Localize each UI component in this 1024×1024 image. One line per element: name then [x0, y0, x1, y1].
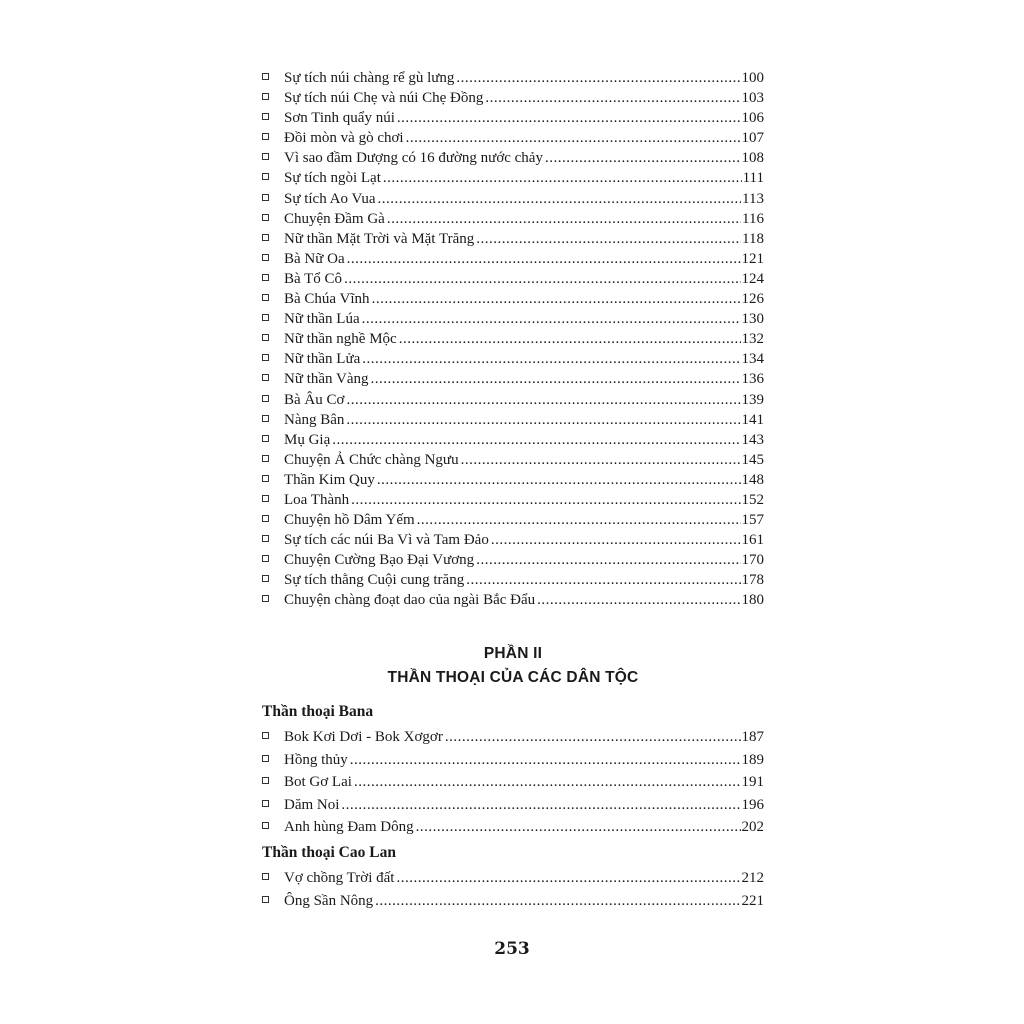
dot-leader — [332, 430, 740, 450]
square-bullet-icon — [262, 896, 269, 903]
toc-entry-page: 130 — [741, 311, 764, 328]
square-bullet-icon — [262, 535, 269, 542]
dot-leader — [476, 229, 741, 249]
toc-entry-page: 106 — [741, 110, 764, 127]
dot-leader — [354, 771, 741, 794]
dot-leader — [383, 168, 742, 188]
dot-leader — [371, 369, 741, 389]
dot-leader — [346, 390, 740, 410]
toc-entry-page: 202 — [741, 819, 764, 836]
dot-leader — [485, 88, 740, 108]
toc-list-bana — [262, 726, 764, 839]
dot-leader — [445, 726, 741, 749]
toc-entry — [262, 249, 764, 269]
square-bullet-icon — [262, 495, 269, 502]
dot-leader — [377, 470, 741, 490]
toc-entry-title: Bà Chúa Vĩnh — [284, 291, 370, 308]
square-bullet-icon — [262, 435, 269, 442]
square-bullet-icon — [262, 93, 269, 100]
toc-entry-title: Ông Sần Nông — [284, 893, 374, 909]
dot-leader — [406, 128, 741, 148]
toc-entry-title: Nữ thần nghề Mộc — [284, 331, 397, 348]
square-bullet-icon — [262, 395, 269, 402]
toc-entry-page: 108 — [741, 150, 764, 167]
dot-leader — [399, 329, 741, 349]
toc-entry-page: 124 — [741, 270, 764, 287]
toc-entry-title: Dăm Noi — [284, 796, 340, 813]
dot-leader — [351, 490, 740, 510]
square-bullet-icon — [262, 800, 269, 807]
square-bullet-icon — [262, 374, 269, 381]
group-title-bana: Thần thoại Bana — [262, 703, 374, 720]
toc-entry-page: 107 — [741, 130, 764, 147]
toc-entry-page: 141 — [741, 411, 764, 428]
page-number: 253 — [494, 939, 530, 959]
square-bullet-icon — [262, 173, 269, 180]
toc-entry — [262, 749, 764, 772]
toc-entry-title: Chuyện Cường Bạo Đại Vương — [284, 552, 475, 569]
square-bullet-icon — [262, 194, 269, 201]
toc-entry-page: 170 — [741, 552, 764, 569]
square-bullet-icon — [262, 575, 269, 582]
toc-entry-title: Anh hùng Đam Dông — [284, 819, 414, 836]
toc-entry-title: Hồng thủy — [284, 751, 348, 768]
dot-leader — [466, 570, 740, 590]
toc-entry — [262, 550, 764, 570]
dot-leader — [456, 68, 740, 88]
toc-entry — [262, 168, 764, 188]
toc-entry — [262, 128, 764, 148]
square-bullet-icon — [262, 153, 269, 160]
toc-entry-title: Sự tích núi Chẹ và núi Chẹ Đồng — [284, 90, 484, 107]
toc-entry-page: 161 — [741, 532, 764, 549]
square-bullet-icon — [262, 113, 269, 120]
toc-entry-title: Nữ thần Vàng — [284, 371, 369, 388]
toc-entry-title: Chuyện hồ Dâm Yếm — [284, 512, 415, 529]
toc-entry-title: Bà Nữ Oa — [284, 250, 345, 267]
dot-leader — [372, 289, 741, 309]
square-bullet-icon — [262, 595, 269, 602]
square-bullet-icon — [262, 475, 269, 482]
toc-entry-page: 126 — [741, 291, 764, 308]
toc-entry — [262, 269, 764, 289]
toc-entry — [262, 590, 764, 610]
toc-entry — [262, 349, 764, 369]
toc-entry-page: 152 — [741, 491, 764, 508]
toc-entry — [262, 88, 764, 108]
toc-entry-page: 187 — [741, 729, 764, 745]
toc-entry — [262, 890, 764, 913]
group-title-cao-lan: Thần thoại Cao Lan — [262, 844, 396, 861]
toc-entry — [262, 329, 764, 349]
toc-entry-page: 221 — [741, 893, 764, 909]
toc-entry-title: Sơn Tinh quẩy núi — [284, 110, 395, 127]
toc-entry — [262, 470, 764, 490]
square-bullet-icon — [262, 133, 269, 140]
toc-entry — [262, 771, 764, 794]
toc-entry-page: 136 — [741, 371, 764, 388]
toc-entry — [262, 530, 764, 550]
toc-entry-page: 180 — [741, 592, 764, 609]
toc-entry-title: Sự tích núi chàng rể gù lưng — [284, 70, 455, 86]
toc-entry-title: Thần Kim Quy — [284, 471, 375, 488]
toc-entry — [262, 289, 764, 309]
toc-entry-title: Nữ thần Lửa — [284, 351, 361, 368]
toc-entry-page: 148 — [741, 471, 764, 488]
square-bullet-icon — [262, 555, 269, 562]
toc-entry-page: 116 — [742, 210, 764, 227]
toc-entry-title: Nữ thần Mặt Trời và Mặt Trăng — [284, 230, 475, 247]
dot-leader — [387, 209, 741, 229]
toc-entry-page: 113 — [742, 190, 764, 207]
toc-entry-page: 157 — [741, 512, 764, 529]
toc-entry-title: Sự tích các núi Ba Vì và Tam Đảo — [284, 532, 489, 549]
square-bullet-icon — [262, 755, 269, 762]
toc-entry — [262, 867, 764, 890]
toc-entry-title: Sự tích ngòi Lạt — [284, 170, 381, 187]
square-bullet-icon — [262, 415, 269, 422]
dot-leader — [350, 749, 741, 772]
toc-entry — [262, 570, 764, 590]
toc-list-cao-lan — [262, 867, 764, 913]
toc-entry-page: 196 — [741, 796, 764, 813]
toc-entry-title: Đồi mòn và gò chơi — [284, 130, 404, 147]
square-bullet-icon — [262, 254, 269, 261]
square-bullet-icon — [262, 314, 269, 321]
toc-list-part1 — [262, 68, 764, 611]
dot-leader — [476, 550, 740, 570]
toc-entry-title: Bok Kơi Dơi - Bok Xơgơr — [284, 729, 443, 745]
toc-entry-title: Vợ chồng Trời đất — [284, 870, 395, 886]
dot-leader — [396, 867, 740, 890]
toc-entry-title: Chuyện Ả Chức chàng Ngưu — [284, 451, 459, 468]
toc-entry-page: 103 — [741, 90, 764, 107]
toc-entry — [262, 148, 764, 168]
toc-entry-title: Bà Âu Cơ — [284, 391, 345, 408]
toc-entry-page: 191 — [741, 774, 764, 791]
toc-entry-title: Nàng Bân — [284, 411, 345, 428]
dot-leader — [375, 890, 740, 913]
toc-entry-page: 145 — [741, 451, 764, 468]
toc-entry — [262, 229, 764, 249]
square-bullet-icon — [262, 515, 269, 522]
toc-entry-title: Sự tích Ao Vua — [284, 190, 376, 207]
toc-entry — [262, 490, 764, 510]
toc-entry-page: 111 — [742, 170, 764, 187]
toc-entry-page: 139 — [741, 391, 764, 408]
square-bullet-icon — [262, 455, 269, 462]
toc-entry-title: Vì sao đầm Dượng có 16 đường nước chảy — [284, 150, 543, 167]
toc-entry-page: 100 — [741, 70, 764, 86]
toc-entry — [262, 450, 764, 470]
toc-entry — [262, 108, 764, 128]
toc-entry-page: 178 — [741, 572, 764, 589]
toc-entry-page: 212 — [741, 870, 764, 886]
dot-leader — [344, 269, 740, 289]
toc-entry-page: 118 — [742, 230, 764, 247]
toc-entry — [262, 410, 764, 430]
dot-leader — [341, 794, 740, 817]
toc-entry — [262, 794, 764, 817]
toc-entry — [262, 816, 764, 839]
square-bullet-icon — [262, 777, 269, 784]
toc-entry — [262, 209, 764, 229]
toc-entry-page: 132 — [741, 331, 764, 348]
toc-entry-page: 143 — [741, 431, 764, 448]
dot-leader — [362, 349, 740, 369]
toc-entry — [262, 726, 764, 749]
dot-leader — [346, 410, 740, 430]
square-bullet-icon — [262, 354, 269, 361]
toc-entry-title: Sự tích thằng Cuội cung trăng — [284, 572, 465, 589]
toc-entry — [262, 309, 764, 329]
square-bullet-icon — [262, 274, 269, 281]
dot-leader — [491, 530, 741, 550]
toc-entry — [262, 390, 764, 410]
toc-entry-title: Chuyện chàng đoạt dao của ngài Bắc Đẩu — [284, 592, 536, 609]
dot-leader — [545, 148, 741, 168]
toc-entry-page: 189 — [741, 751, 764, 768]
toc-entry-page: 121 — [741, 250, 764, 267]
dot-leader — [416, 816, 741, 839]
square-bullet-icon — [262, 732, 269, 739]
square-bullet-icon — [262, 294, 269, 301]
dot-leader — [537, 590, 740, 610]
square-bullet-icon — [262, 234, 269, 241]
dot-leader — [397, 108, 741, 128]
dot-leader — [461, 450, 741, 470]
toc-entry-title: Bà Tổ Cô — [284, 270, 343, 287]
square-bullet-icon — [262, 873, 269, 880]
toc-entry-title: Nữ thần Lúa — [284, 311, 360, 328]
part-label: PHẦN II — [483, 645, 543, 662]
dot-leader — [417, 510, 741, 530]
toc-entry — [262, 369, 764, 389]
part-title: THẦN THOẠI CỦA CÁC DÂN TỘC — [387, 669, 639, 686]
toc-entry-title: Bot Gơ Lai — [284, 774, 352, 791]
square-bullet-icon — [262, 334, 269, 341]
toc-entry-title: Chuyện Đầm Gà — [284, 210, 385, 227]
dot-leader — [347, 249, 741, 269]
dot-leader — [362, 309, 741, 329]
toc-entry-page: 134 — [741, 351, 764, 368]
toc-entry — [262, 189, 764, 209]
toc-entry — [262, 510, 764, 530]
square-bullet-icon — [262, 73, 269, 80]
toc-entry — [262, 68, 764, 88]
toc-entry — [262, 430, 764, 450]
square-bullet-icon — [262, 822, 269, 829]
toc-entry-title: Mụ Giạ — [284, 431, 331, 448]
square-bullet-icon — [262, 214, 269, 221]
toc-entry-title: Loa Thành — [284, 491, 350, 508]
dot-leader — [378, 189, 742, 209]
